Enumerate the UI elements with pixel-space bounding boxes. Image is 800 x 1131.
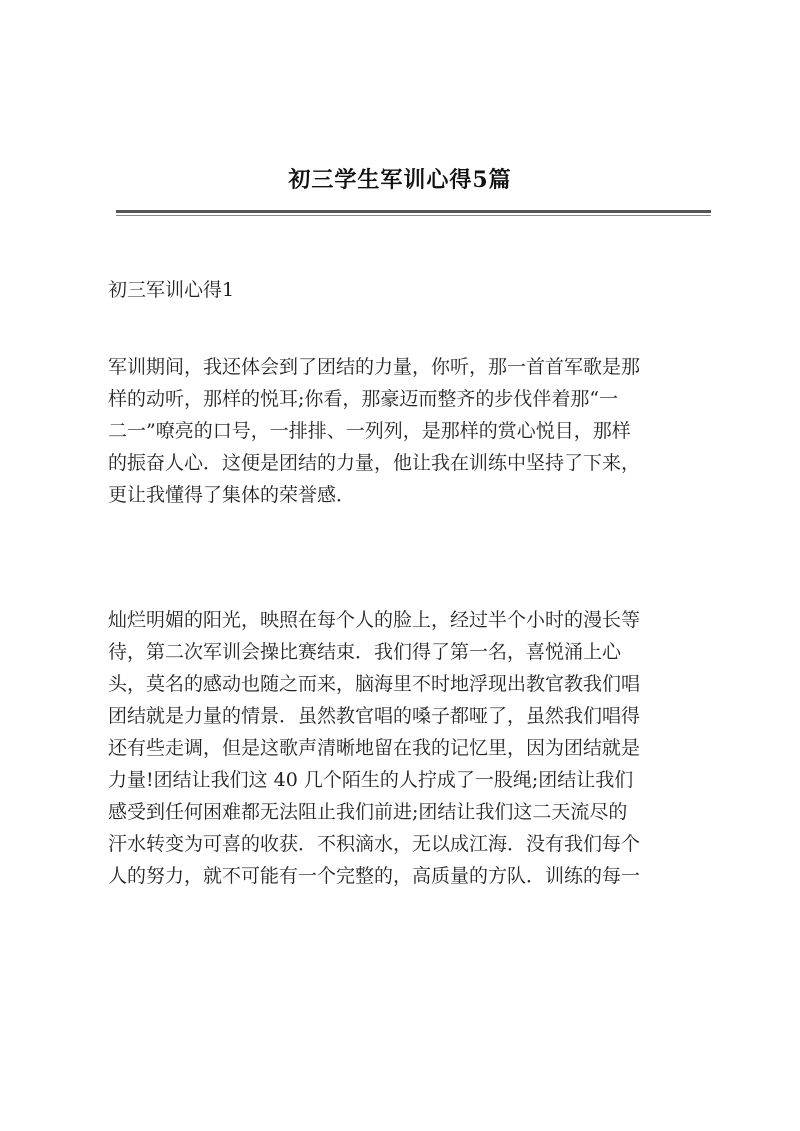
paragraph-2 xyxy=(108,604,712,892)
section-heading: 初三军训心得1 xyxy=(108,279,235,301)
title-underline xyxy=(116,210,711,213)
paragraph-line: 人的努力，就不可能有一个完整的，高质量的方队．训练的每一 xyxy=(108,865,641,887)
paragraph-line: 军训期间，我还体会到了团结的力量，你听，那一首首军歌是那 xyxy=(108,356,641,378)
paragraph-line: 还有些走调，但是这歌声清晰地留在我的记忆里，因为团结就是 xyxy=(108,737,641,759)
paragraph-1 xyxy=(108,351,712,511)
paragraph-line: 灿烂明媚的阳光，映照在每个人的脸上，经过半个小时的漫长等 xyxy=(108,609,641,631)
paragraph-line: 团结就是力量的情景．虽然教官唱的嗓子都哑了，虽然我们唱得 xyxy=(108,705,641,727)
paragraph-line: 样的动听，那样的悦耳;你看，那豪迈而整齐的步伐伴着那“一 xyxy=(108,388,619,410)
paragraph-line: 汗水转变为可喜的收获．不积滴水，无以成江海．没有我们每个 xyxy=(108,833,641,855)
paragraph-line: 的振奋人心．这便是团结的力量，他让我在训练中坚持了下来， xyxy=(108,452,641,474)
paragraph-line: 二一”嘹亮的口号，一排排、一列列，是那样的赏心悦目，那样 xyxy=(108,420,631,442)
paragraph-line: 更让我懂得了集体的荣誉感． xyxy=(108,484,356,506)
paragraph-line: 力量!团结让我们这 40 几个陌生的人拧成了一股绳;团结让我们 xyxy=(108,769,634,791)
title-underline-thin xyxy=(116,215,711,216)
paragraph-line: 感受到任何困难都无法阻止我们前进;团结让我们这二天流尽的 xyxy=(108,801,628,823)
paragraph-line: 头，莫名的感动也随之而来，脑海里不时地浮现出教官教我们唱 xyxy=(108,673,641,695)
paragraph-line: 待，第二次军训会操比赛结束．我们得了第一名，喜悦涌上心 xyxy=(108,641,622,663)
document-title: 初三学生军训心得5篇 xyxy=(288,167,512,193)
